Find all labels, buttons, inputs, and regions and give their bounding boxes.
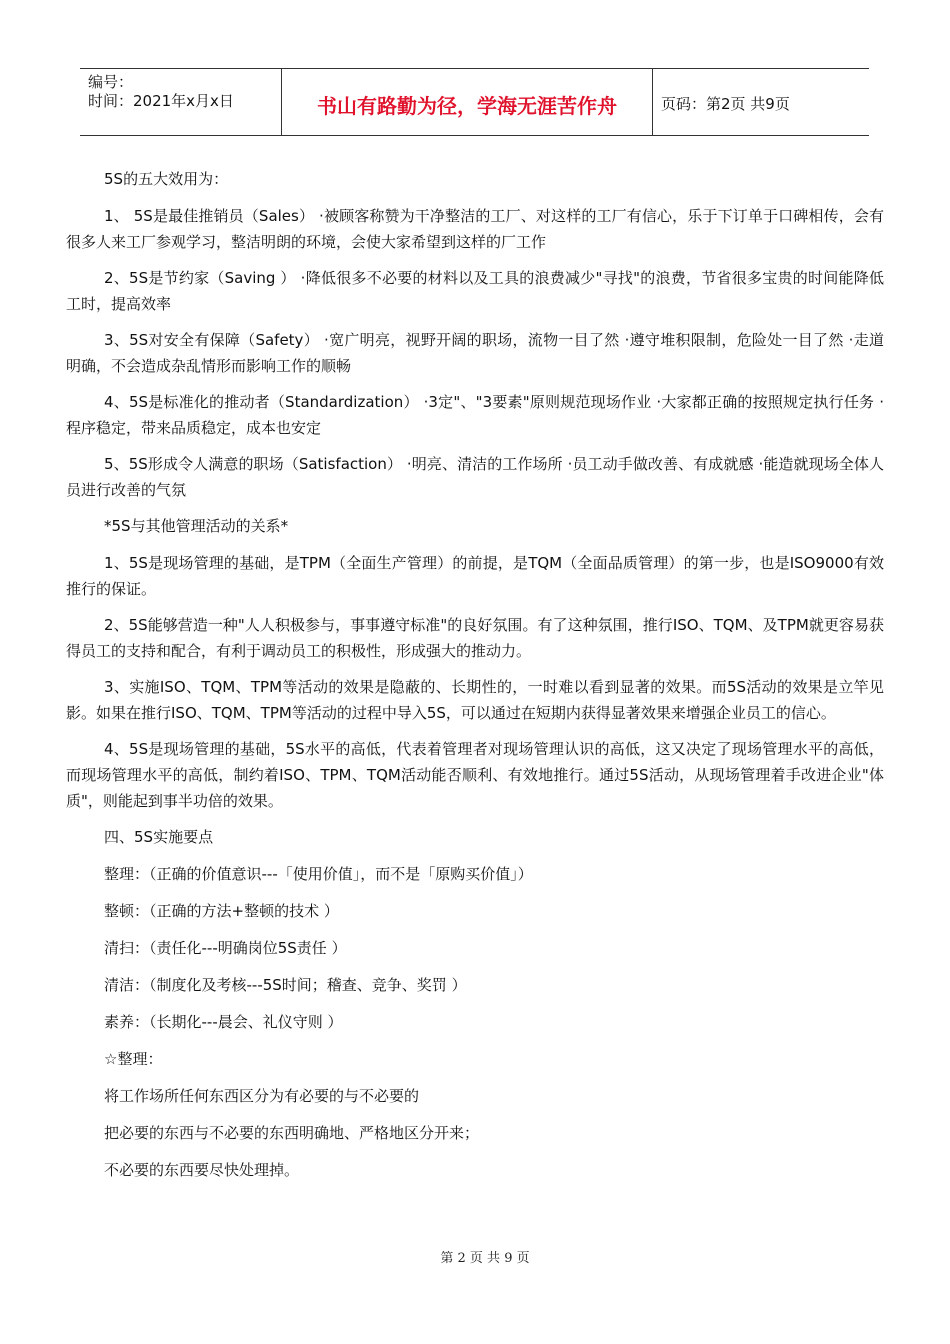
effect-paragraph: 1、 5S是最佳推销员（Sales） ·被顾客称赞为干净整洁的工厂、对这样的工厂有信心，乐于下订单于口碑相传，会有很多人来工厂参观学习，整洁明朗的环境，会使大家希望到这样的厂工作 (66, 207, 884, 251)
effects-intro: 5S的五大效用为： (104, 170, 229, 188)
effect-paragraph: 5、5S形成令人满意的职场（Satisfaction） ·明亮、清洁的工作场所 ·员工动手做改善、有成就感 ·能造就现场全体人员进行改善的气氛 (66, 455, 884, 499)
sort-line: 将工作场所任何东西区分为有必要的与不必要的 (104, 1087, 420, 1105)
effect-paragraph: 2、5S是节约家（Saving ） ·降低很多不必要的材料以及工具的浪费减少"寻找"的浪费，节省很多宝贵的时间能降低工时，提高效率 (66, 269, 884, 313)
document-body (66, 166, 884, 1194)
effect-paragraph: 3、5S对安全有保障（Safety） ·宽广明亮，视野开阔的职场，流物一目了然 ·遵守堆积限制，危险处一目了然 ·走道明确，不会造成杂乱情形而影响工作的顺畅 (66, 331, 884, 375)
key-point: 清扫：（责任化---明确岗位5S责任 ） (104, 939, 347, 957)
document-date-label: 时间：2021年x月x日 (88, 92, 234, 110)
relation-paragraph: 4、5S是现场管理的基础，5S水平的高低，代表着管理者对现场管理认识的高低，这又决定了现场管理水平的高低，而现场管理水平的高低，制约着ISO、TPM、TQM活动能否顺利、有效地推行。通过5S活动，从现场管理着手改进企业"体质"，则能起到事半功倍的效果。 (66, 740, 884, 810)
relation-paragraph: 1、5S是现场管理的基础，是TPM（全面生产管理）的前提，是TQM（全面品质管理）的第一步，也是ISO9000有效推行的保证。 (66, 554, 884, 598)
effect-paragraph: 4、5S是标准化的推动者（Standardization） ·3定"、"3要素"原则规范现场作业 ·大家都正确的按照规定执行任务 ·程序稳定，带来品质稳定，成本也安定 (66, 393, 884, 437)
sort-line: 不必要的东西要尽快处理掉。 (104, 1161, 300, 1179)
relation-paragraph: 3、实施ISO、TQM、TPM等活动的效果是隐蔽的、长期性的，一时难以看到显著的效果。而5S活动的效果是立竿见影。如果在推行ISO、TQM、TPM等活动的过程中导入5S，可以通过在短期内获得显著效果来增强企业员工的信心。 (66, 678, 884, 722)
key-point: 整理：（正确的价值意识---「使用价值」，而不是「原购买价值」） (104, 865, 533, 883)
document-number-label: 编号： (88, 73, 134, 91)
key-point: 清洁：（制度化及考核---5S时间；稽查、竞争、奖罚 ） (104, 976, 467, 994)
key-point: 整顿：（正确的方法+整顿的技术 ） (104, 902, 339, 920)
header-motto: 书山有路勤为径，学海无涯苦作舟 (282, 69, 653, 135)
key-point: 素养：（长期化---晨会、礼仪守则 ） (104, 1013, 343, 1031)
header-page-indicator: 页码：第2页 共9页 (661, 95, 790, 113)
page-header (80, 68, 869, 136)
page-footer: 第 2 页 共 9 页 (440, 1251, 530, 1266)
relation-heading: *5S与其他管理活动的关系* (104, 517, 289, 535)
header-meta (80, 69, 282, 135)
sort-line: 把必要的东西与不必要的东西明确地、严格地区分开来； (104, 1124, 480, 1142)
relation-paragraph: 2、5S能够营造一种"人人积极参与，事事遵守标准"的良好氛围。有了这种氛围，推行ISO、TQM、及TPM就更容易获得员工的支持和配合，有利于调动员工的积极性，形成强大的推动力。 (66, 616, 884, 660)
sort-heading: ☆整理： (104, 1050, 163, 1068)
section-heading: 四、5S实施要点 (104, 828, 214, 846)
